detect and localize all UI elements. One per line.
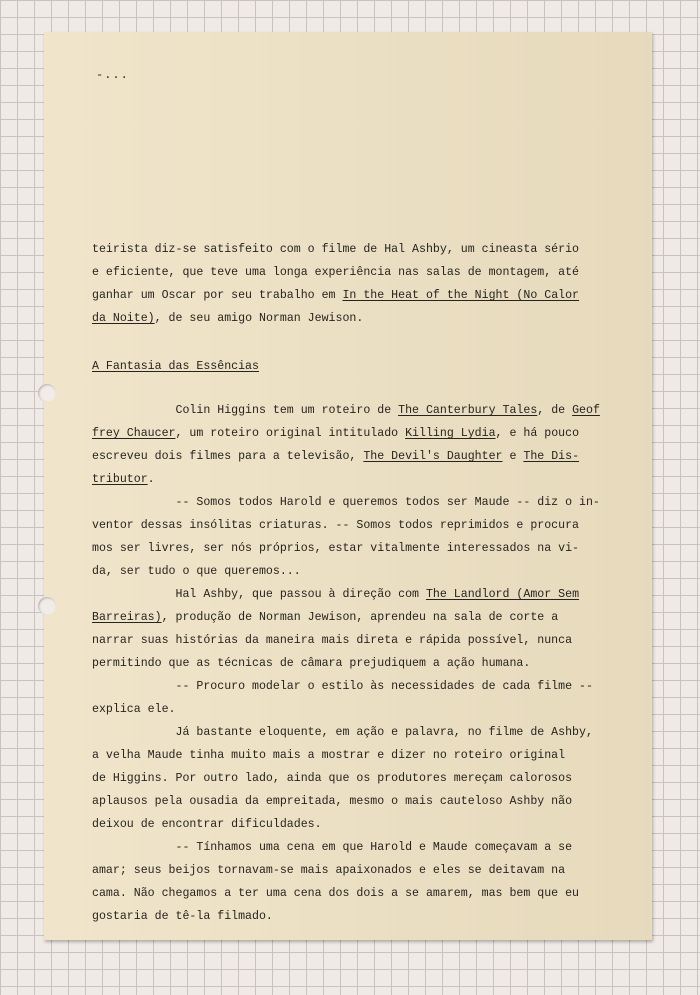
film-title: The Devil's Daughter — [363, 450, 503, 463]
text-line: teirista diz-se satisfeito com o filme de Hal Ashby, um cineasta sério — [92, 243, 580, 256]
text-line: aplausos pela ousadia da empreitada, mesmo o mais cauteloso Ashby não — [92, 795, 573, 808]
punch-hole — [38, 384, 56, 402]
text-line: da Noite), de seu amigo Norman Jewison. — [92, 312, 364, 325]
section-heading: A Fantasia das Essências — [92, 360, 259, 373]
film-title: da Noite) — [92, 312, 155, 325]
text-line: Já bastante eloquente, em ação e palavra, no filme de Ashby, — [92, 726, 593, 739]
text-line: -- Somos todos Harold e queremos todos ser Maude -- diz o in- — [92, 496, 600, 509]
text-line: de Higgins. Por outro lado, ainda que os produtores mereçam calorosos — [92, 772, 573, 785]
text-line: permitindo que as técnicas de câmara prejudiquem a ação humana. — [92, 657, 531, 670]
text-line: ganhar um Oscar por seu trabalho em In the Heat of the Night (No Calor — [92, 289, 580, 302]
text-line: mos ser livres, ser nós próprios, estar vitalmente interessados na vi- — [92, 542, 580, 555]
page-continuation-mark: -... — [96, 68, 129, 82]
text-line: escreveu dois filmes para a televisão, The Devil's Daughter e The Dis- — [92, 450, 580, 463]
punch-hole — [38, 597, 56, 615]
film-title: The Canterbury Tales — [398, 404, 538, 417]
text-line: explica ele. — [92, 703, 176, 716]
text-line: amar; seus beijos tornavam-se mais apaixonados e eles se deitavam na — [92, 864, 566, 877]
text-line: -- Procuro modelar o estilo às necessidades de cada filme -- — [92, 680, 593, 693]
film-title: The Landlord (Amor Sem — [425, 588, 580, 601]
text-line: deixou de encontrar dificuldades. — [92, 818, 322, 831]
film-title: In the Heat of the Night (No Calor — [342, 289, 580, 302]
text-line: frey Chaucer, um roteiro original intitulado Killing Lydia, e há pouco — [92, 427, 580, 440]
text-line: da, ser tudo o que queremos... — [92, 565, 301, 578]
film-title: tributor — [92, 473, 148, 486]
film-title: Barreiras) — [92, 611, 162, 624]
film-title: Killing Lydia — [405, 427, 496, 440]
text-line: cama. Não chegamos a ter uma cena dos dois a se amarem, mas bem que eu — [92, 887, 580, 900]
text-line: Colin Higgins tem um roteiro de The Canterbury Tales, de Geof — [92, 404, 600, 417]
film-title: The Dis- — [523, 450, 580, 463]
text-line: ventor dessas insólitas criaturas. -- Somos todos reprimidos e procura — [92, 519, 580, 532]
text-line: tributor. — [92, 473, 155, 486]
text-line: Barreiras), produção de Norman Jewison, aprendeu na sala de corte a — [92, 611, 559, 624]
text-line: gostaria de tê-la filmado. — [92, 910, 273, 923]
text-line: narrar suas histórias da maneira mais direta e rápida possível, nunca — [92, 634, 573, 647]
typewritten-page — [44, 32, 652, 940]
text-line: a velha Maude tinha muito mais a mostrar e dizer no roteiro original — [92, 749, 566, 762]
text-line: -- Tínhamos uma cena em que Harold e Maude começavam a se — [92, 841, 573, 854]
text-line: e eficiente, que teve uma longa experiência nas salas de montagem, até — [92, 266, 580, 279]
text-line: Hal Ashby, que passou à direção com The Landlord (Amor Sem — [92, 588, 580, 601]
